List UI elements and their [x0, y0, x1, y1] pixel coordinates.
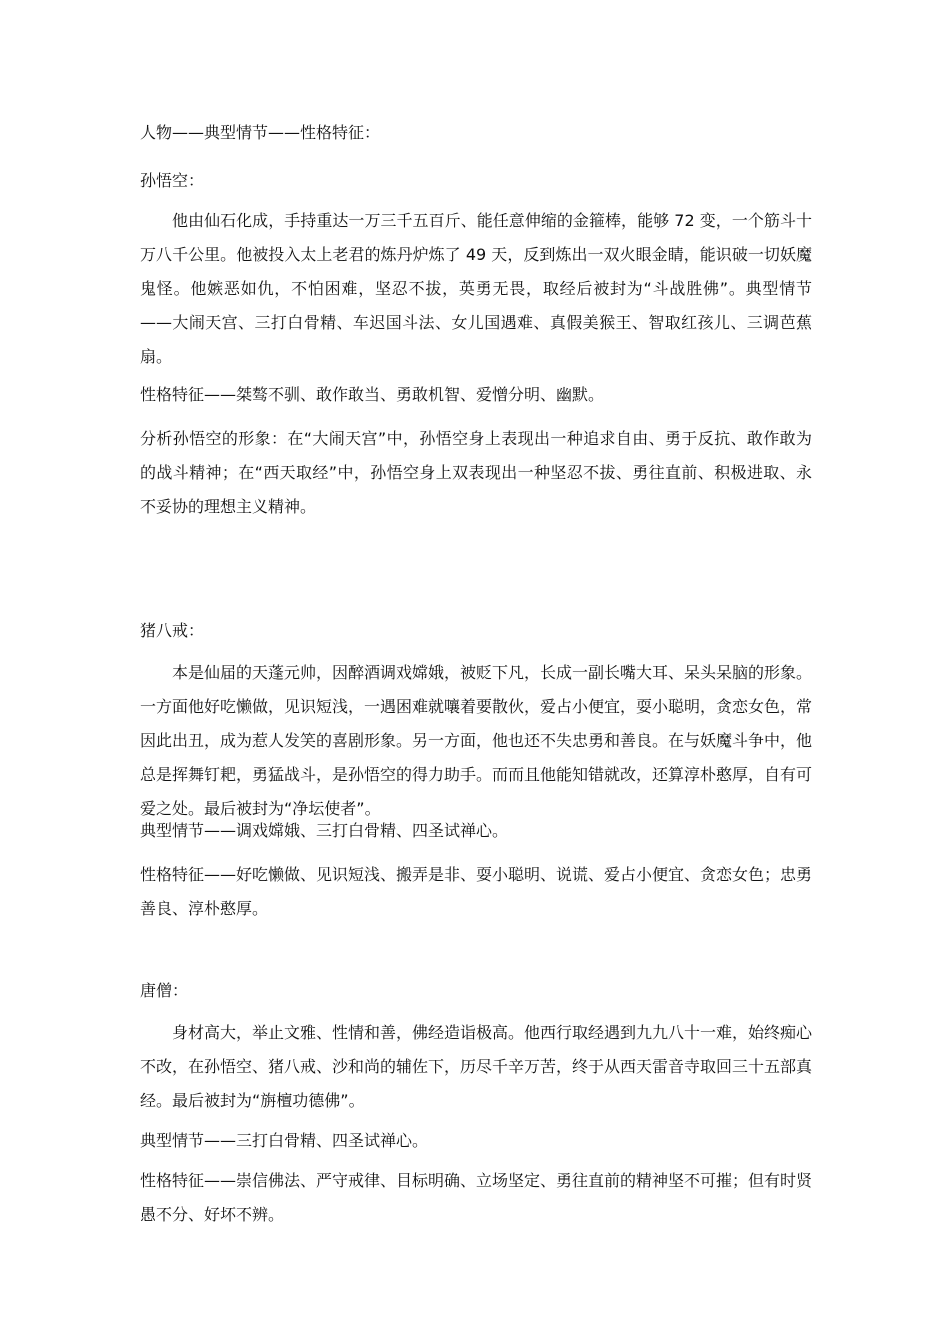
zhubajie-description: 本是仙届的天蓬元帅，因醉酒调戏嫦娥，被贬下凡，长成一副长嘴大耳、呆头呆脑的形象。一方面他好吃懒做，见识短浅，一遇困难就嚷着要散伙，爱占小便宜，耍小聪明，贪恋女色，常因此出丑，成为惹人发笑的喜剧形象。另一方面，他也还不失忠勇和善良。在与妖魔斗争中，他总是挥舞钉耙，勇猛战斗，是孙悟空的得力助手。而而且他能知错就改，还算淳朴憨厚，自有可爱之处。最后被封为“净坛使者”。	[140, 663, 813, 818]
tangseng-traits: 性格特征——崇信佛法、严守戒律、目标明确、立场坚定、勇往直前的精神坚不可摧；但有时贤愚不分、好坏不辨。	[140, 1171, 813, 1224]
zhubajie-traits: 性格特征——好吃懒做、见识短浅、搬弄是非、耍小聪明、说谎、爱占小便宜、贪恋女色；忠勇善良、淳朴憨厚。	[140, 865, 813, 918]
tangseng-plots: 典型情节——三打白骨精、四圣试禅心。	[140, 1131, 429, 1150]
sunwukong-traits: 性格特征——桀骜不驯、敢作敢当、勇敢机智、爱憎分明、幽默。	[140, 385, 605, 404]
zhubajie-name: 猪八戒：	[140, 621, 205, 640]
sunwukong-name: 孙悟空：	[140, 171, 205, 190]
sunwukong-analysis: 分析孙悟空的形象：在“大闹天宫”中，孙悟空身上表现出一种追求自由、勇于反抗、敢作敢为的战斗精神；在“西天取经”中，孙悟空身上双表现出一种坚忍不拔、勇往直前、积极进取、永不妥协的理想主义精神。	[140, 429, 812, 516]
sunwukong-description: 他由仙石化成，手持重达一万三千五百斤、能任意伸缩的金箍棒，能够 72 变，一个筋斗十万八千公里。他被投入太上老君的炼丹炉炼了 49 天，反到炼出一双火眼金睛，能识破一切妖魔鬼怪。他嫉恶如仇，不怕困难，坚忍不拔，英勇无畏，取经后被封为“斗战胜佛”。典型情节——大闹天宫、三打白骨精、车迟国斗法、女儿国遇难、真假美猴王、智取红孩儿、三调芭蕉扇。	[140, 211, 812, 366]
tangseng-name: 唐僧：	[140, 981, 189, 1000]
tangseng-description: 身材高大，举止文雅、性情和善，佛经造诣极高。他西行取经遇到九九八十一难，始终痴心不改，在孙悟空、猪八戒、沙和尚的辅佐下，历尽千辛万苦，终于从西天雷音寺取回三十五部真经。最后被封为“旃檀功德佛”。	[140, 1023, 813, 1110]
zhubajie-plots: 典型情节——调戏嫦娥、三打白骨精、四圣试禅心。	[140, 821, 509, 840]
document-heading: 人物——典型情节——性格特征：	[140, 123, 381, 142]
